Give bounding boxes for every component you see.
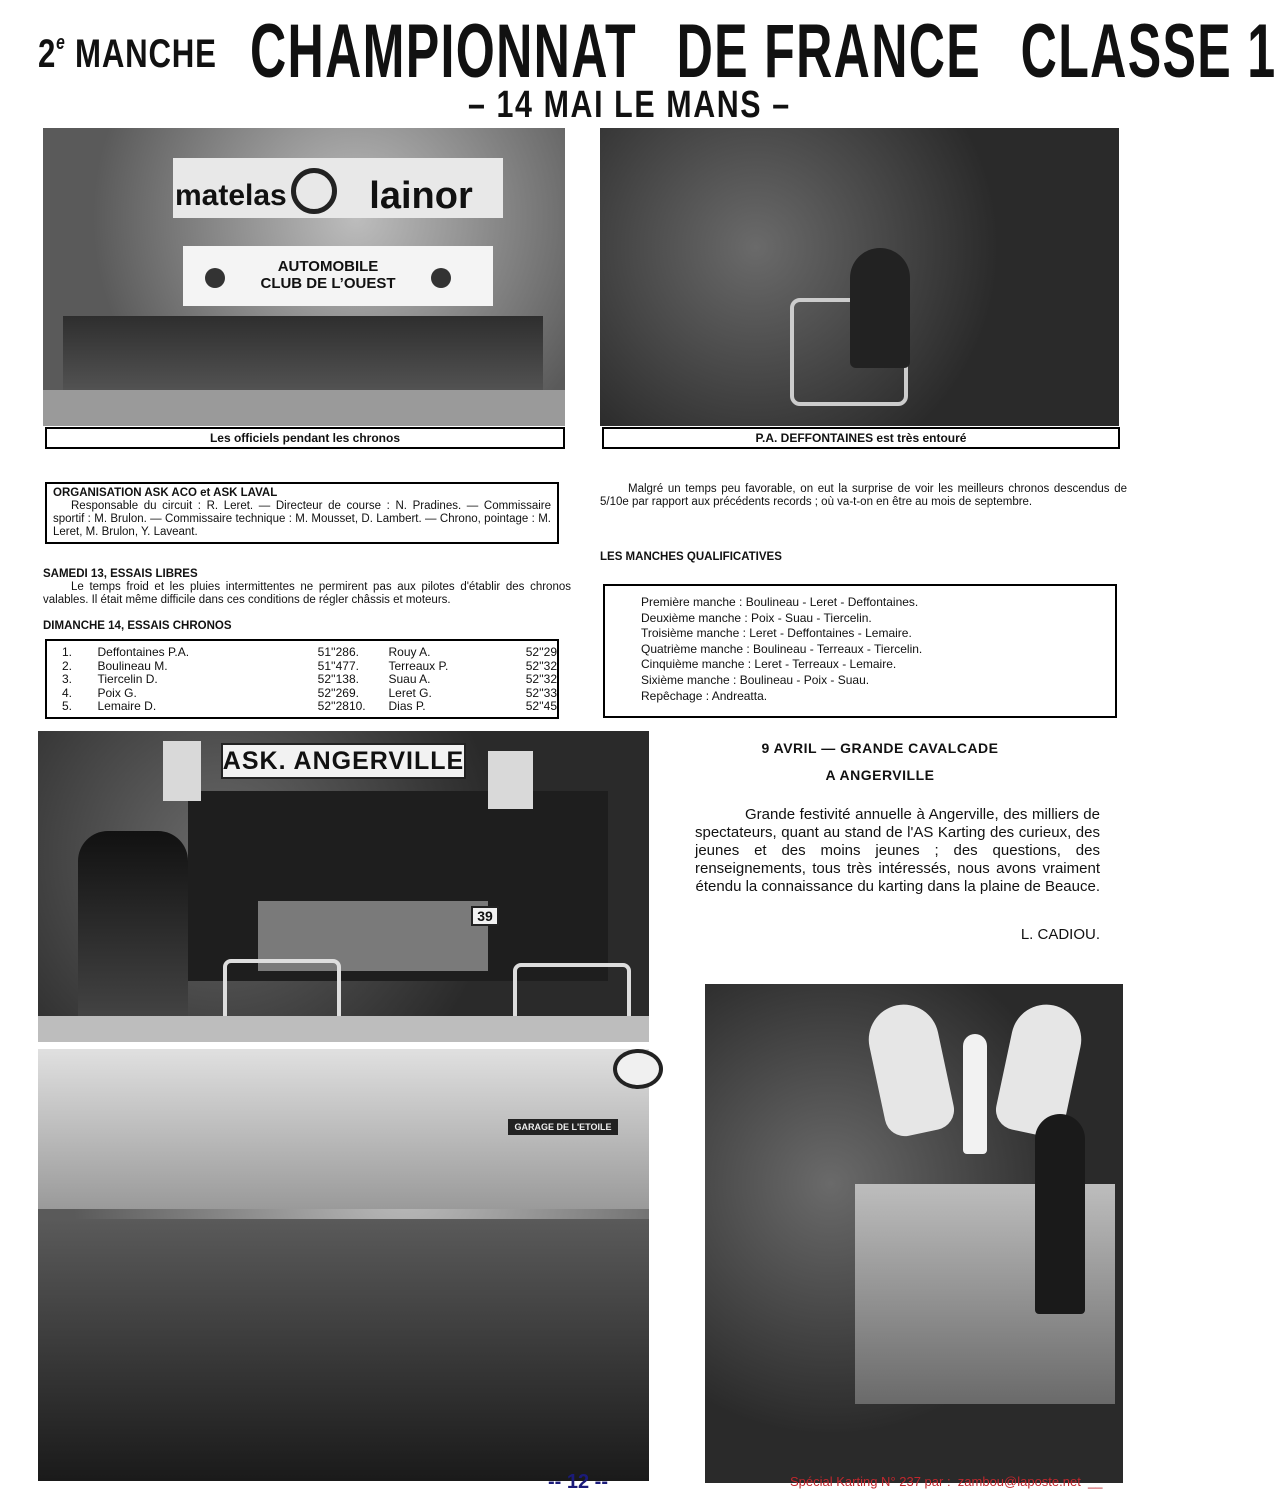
samedi-text: Le temps froid et les pluies intermittentes ne permirent pas aux pilotes d'établir des chronos valables. Il était même difficile dans ces conditions de régler châssis et moteurs. bbox=[43, 581, 571, 606]
footer-credit: Spécial Karting N° 237 par : zambou@laposte.net __ bbox=[790, 1474, 1103, 1489]
dimanche-heading: DIMANCHE 14, ESSAIS CHRONOS bbox=[43, 620, 232, 632]
driver-in-crowd bbox=[850, 248, 910, 368]
stand-banner: ASK. ANGERVILLE bbox=[221, 743, 466, 779]
organisation-box bbox=[45, 482, 559, 544]
chrono-pos: 9. bbox=[348, 685, 359, 700]
manches-heading: LES MANCHES QUALIFICATIVES bbox=[600, 551, 782, 563]
angerville-title bbox=[700, 735, 1060, 789]
chrono-time: 52''26 bbox=[317, 685, 349, 700]
chrono-row bbox=[62, 700, 557, 714]
lainor-sign: lainor bbox=[341, 174, 501, 218]
title-part-3: CLASSE 1 bbox=[1020, 9, 1277, 94]
chrono-pos: 3. bbox=[62, 672, 73, 686]
chrono-time: 52''45 bbox=[525, 699, 557, 713]
float-man bbox=[1035, 1114, 1085, 1314]
manche-result: Première manche : Boulineau - Leret - Deffontaines. bbox=[641, 595, 919, 609]
chrono-pos: 6. bbox=[348, 645, 359, 659]
manche-result: Sixième manche : Boulineau - Poix - Suau. bbox=[641, 672, 870, 687]
officials-caption: Les officiels pendant les chronos bbox=[45, 427, 565, 449]
crowd-caption: P.A. DEFFONTAINES est très entouré bbox=[602, 427, 1120, 449]
chrono-pos: 1. bbox=[62, 645, 73, 659]
page-subtitle: – 14 MAI LE MANS – bbox=[468, 84, 791, 126]
chrono-time: 52''28 bbox=[317, 699, 349, 713]
esso-sign-icon bbox=[613, 1049, 663, 1089]
float-photo bbox=[705, 984, 1123, 1483]
parade-photo bbox=[38, 1049, 649, 1481]
chrono-time: 52''32 bbox=[525, 672, 557, 686]
manche-result: Deuxième manche : Poix - Suau - Tiercelin. bbox=[641, 610, 872, 625]
chrono-name: Poix G. bbox=[97, 685, 137, 700]
chrono-pos: 8. bbox=[348, 672, 359, 686]
chrono-name: Boulineau M. bbox=[97, 658, 168, 673]
angerville-title-line-1: 9 AVRIL — GRANDE CAVALCADE bbox=[761, 740, 999, 756]
chrono-time: 51''28 bbox=[317, 645, 349, 659]
chrono-results-box bbox=[45, 639, 559, 719]
manche-result: Troisième manche : Leret - Deffontaines - Lemaire. bbox=[641, 626, 912, 641]
aco-banner-line-1: AUTOMOBILE bbox=[277, 258, 379, 275]
crowd-photo bbox=[600, 128, 1119, 426]
visitors-group bbox=[78, 831, 188, 1021]
chrono-name: Leret G. bbox=[388, 685, 432, 700]
chrono-time: 51''47 bbox=[317, 658, 349, 673]
title-part-2: DE FRANCE bbox=[676, 9, 982, 94]
title-part-1: CHAMPIONNAT bbox=[250, 9, 637, 94]
intro-text: Malgré un temps peu favorable, on eut la surprise de voir les meilleurs chronos descendus de 5/10e par rapport aux précédents records ; où va-t-on en être au mois de septembre. bbox=[600, 483, 1127, 508]
manche-number: 2 bbox=[38, 32, 57, 76]
chrono-pos: 7. bbox=[348, 658, 359, 673]
samedi-heading: SAMEDI 13, ESSAIS LIBRES bbox=[43, 568, 198, 580]
chrono-name: Deffontaines P.A. bbox=[97, 645, 190, 659]
chrono-row bbox=[62, 646, 557, 660]
samedi-section bbox=[43, 568, 571, 607]
float-dancer bbox=[963, 1034, 987, 1154]
stand-floor bbox=[38, 1016, 649, 1042]
angerville-title-line-2: A ANGERVILLE bbox=[825, 767, 935, 783]
aco-banner bbox=[233, 258, 423, 292]
poster-right bbox=[488, 751, 533, 809]
chrono-time: 52''13 bbox=[317, 672, 349, 686]
chrono-results-table bbox=[62, 646, 557, 714]
kart-number-plate: 39 bbox=[471, 906, 499, 926]
chrono-time: 52''32 bbox=[525, 658, 557, 673]
manche-heading bbox=[38, 32, 217, 77]
float-shoe-left bbox=[862, 998, 957, 1140]
manches-box bbox=[603, 584, 1117, 718]
pit-crowd bbox=[63, 316, 543, 396]
chrono-name: Tiercelin D. bbox=[97, 672, 158, 686]
aco-banner-line-2: CLUB DE L’OUEST bbox=[260, 275, 396, 292]
page-title bbox=[250, 8, 1277, 95]
manche-result: Quatrième manche : Boulineau - Terreaux - Tiercelin. bbox=[641, 641, 923, 656]
manche-result: Cinquième manche : Leret - Terreaux - Lemaire. bbox=[641, 657, 897, 672]
angerville-author: L. CADIOU. bbox=[1020, 926, 1100, 943]
chrono-name: Rouy A. bbox=[388, 645, 431, 659]
chrono-time: 52''29 bbox=[525, 645, 557, 659]
page-number: -- 12 -- bbox=[548, 1471, 608, 1493]
aco-emblem-right-icon bbox=[431, 268, 451, 288]
manche-label: MANCHE bbox=[75, 32, 217, 76]
chrono-row bbox=[62, 673, 557, 687]
chrono-name: Dias P. bbox=[388, 699, 426, 713]
poster-left bbox=[163, 741, 201, 801]
aco-emblem-left-icon bbox=[205, 268, 225, 288]
manches-list bbox=[641, 595, 1115, 704]
chrono-pos: 4. bbox=[62, 685, 73, 700]
chrono-row bbox=[62, 687, 557, 701]
chrono-pos: 2. bbox=[62, 658, 73, 673]
chrono-pos: 5. bbox=[62, 699, 73, 713]
chrono-name: Terreaux P. bbox=[388, 658, 449, 673]
snail-logo-icon bbox=[291, 168, 337, 214]
angerville-text: Grande festivité annuelle à Angerville, des milliers de spectateurs, quant au stand de l'AS Karting des curieux, des jeunes et des moins jeunes ; des questions, des renseignements, tous très intéressés, nous avons vraiment étendu la connaissance du karting dans la plaine de Beauce. bbox=[695, 806, 1100, 895]
organisation-text: Responsable du circuit : R. Leret. — Directeur de course : N. Pradines. — Commissaire sportif : M. Brulon. — Commissaire technique : M. Mousset, D. Lambert. — Chrono, pointage : M. Leret, M. Brulon, Y. Laveant. bbox=[53, 500, 551, 538]
chrono-row bbox=[62, 660, 557, 674]
chrono-pos: 10. bbox=[348, 699, 366, 713]
organisation-heading: ORGANISATION ASK ACO et ASK LAVAL bbox=[53, 487, 278, 499]
pit-wall bbox=[43, 390, 565, 426]
manche-suffix: e bbox=[56, 32, 66, 54]
stand-photo bbox=[38, 731, 649, 1042]
garage-sign: GARAGE DE L'ETOILE bbox=[508, 1119, 618, 1135]
chrono-time: 52''33 bbox=[525, 685, 557, 700]
officials-photo bbox=[43, 128, 565, 426]
chrono-name: Suau A. bbox=[388, 672, 431, 686]
manche-result: Repêchage : Andreatta. bbox=[641, 688, 768, 703]
chrono-name: Lemaire D. bbox=[97, 699, 157, 713]
parade-crowd bbox=[38, 1219, 649, 1481]
matelas-sign: matelas bbox=[175, 176, 285, 216]
